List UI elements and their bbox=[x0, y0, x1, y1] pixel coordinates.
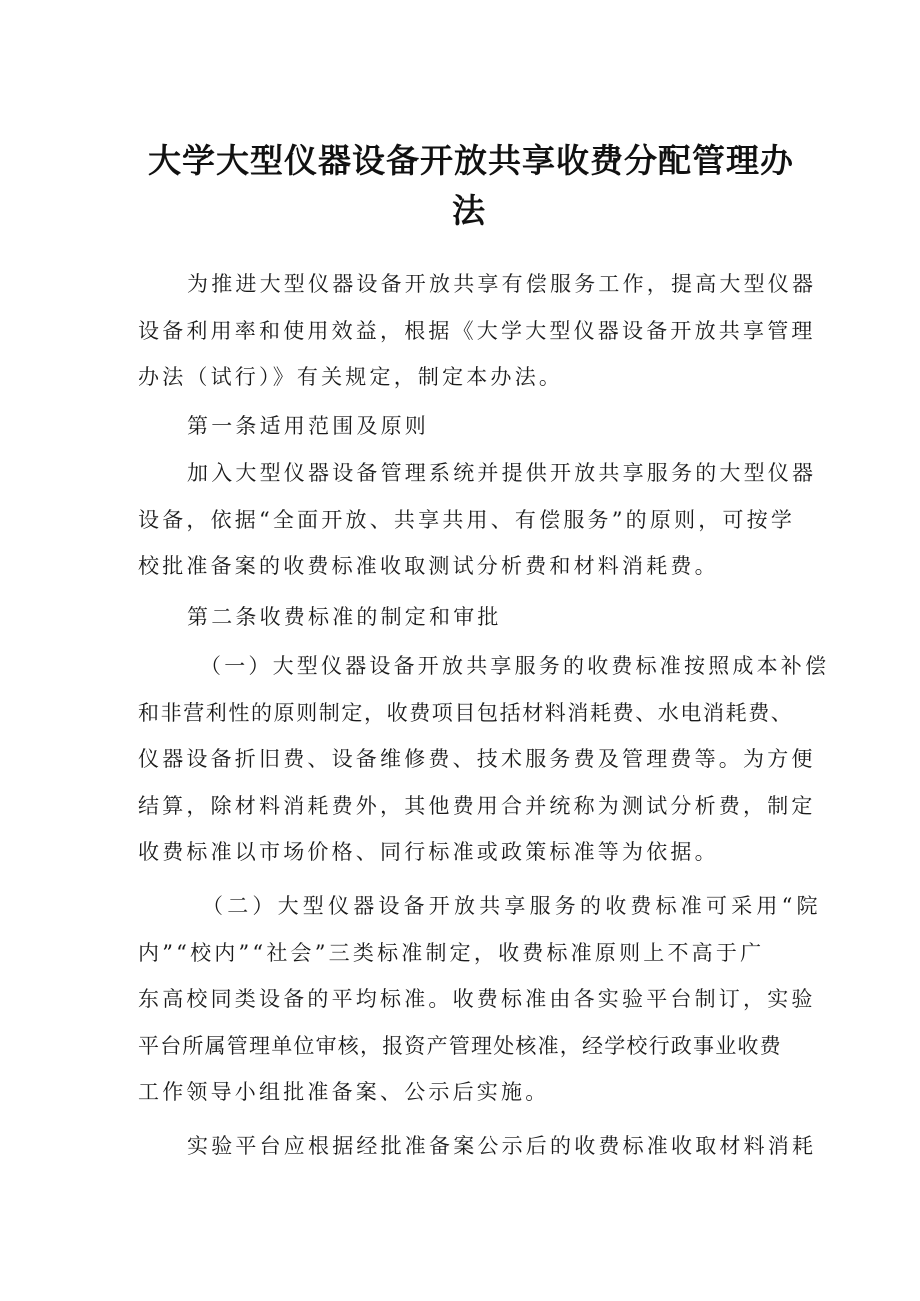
text-line: 平台所属管理单位审核，报资产管理处核准，经学校行政事业收费 bbox=[138, 1033, 782, 1058]
document-title bbox=[130, 136, 810, 236]
article-2-item-1 bbox=[138, 643, 830, 876]
section-heading: 第二条收费标准的制定和审批 bbox=[187, 605, 502, 629]
text-line: （二）大型仪器设备开放共享服务的收费标准可采用“院 bbox=[202, 894, 822, 918]
article-2-item-2 bbox=[138, 883, 822, 1116]
text-line: 东高校同类设备的平均标准。收费标准由各实验平台制订，实验 bbox=[138, 987, 816, 1011]
text-line: 实验平台应根据经批准备案公示后的收费标准收取材料消耗 bbox=[187, 1134, 817, 1158]
title-line-1: 大学大型仪器设备开放共享收费分配管理办 bbox=[148, 141, 794, 180]
article-2-tail bbox=[138, 1123, 817, 1170]
text-line: 内”“校内”“社会”三类标准制定，收费标准原则上不高于广 bbox=[138, 940, 765, 965]
text-line: 设备利用率和使用效益，根据《大学大型仪器设备开放共享管理 bbox=[138, 318, 816, 343]
text-line: 工作领导小组批准备案、公示后实施。 bbox=[138, 1080, 550, 1104]
text-line: 仪器设备折旧费、设备维修费、技术服务费及管理费等。为方便 bbox=[138, 747, 816, 771]
title-line-2: 法 bbox=[452, 191, 486, 230]
section-heading: 第一条适用范围及原则 bbox=[187, 414, 429, 438]
text-line: 为推进大型仪器设备开放共享有偿服务工作，提高大型仪器 bbox=[187, 272, 817, 296]
intro-paragraph bbox=[138, 261, 817, 401]
text-line: 设备，依据“全面开放、共享共用、有偿服务”的原则，可按学 bbox=[138, 507, 796, 532]
article-1-body bbox=[138, 450, 817, 590]
text-line: 校批准备案的收费标准收取测试分析费和材料消耗费。 bbox=[138, 554, 719, 578]
text-line: 收费标准以市场价格、同行标准或政策标准等为依据。 bbox=[138, 840, 719, 864]
text-line: 结算，除材料消耗费外，其他费用合并统称为测试分析费，制定 bbox=[138, 793, 816, 818]
text-line: （一）大型仪器设备开放共享服务的收费标准按照成本补偿 bbox=[200, 654, 830, 678]
text-line: 办法（试行）》有关规定，制定本办法。 bbox=[138, 365, 564, 389]
text-line: 和非营利性的原则制定，收费项目包括材料消耗费、水电消耗费、 bbox=[138, 700, 794, 725]
article-1-heading bbox=[138, 403, 793, 450]
article-2-heading bbox=[138, 594, 793, 641]
text-line: 加入大型仪器设备管理系统并提供开放共享服务的大型仪器 bbox=[187, 461, 817, 485]
